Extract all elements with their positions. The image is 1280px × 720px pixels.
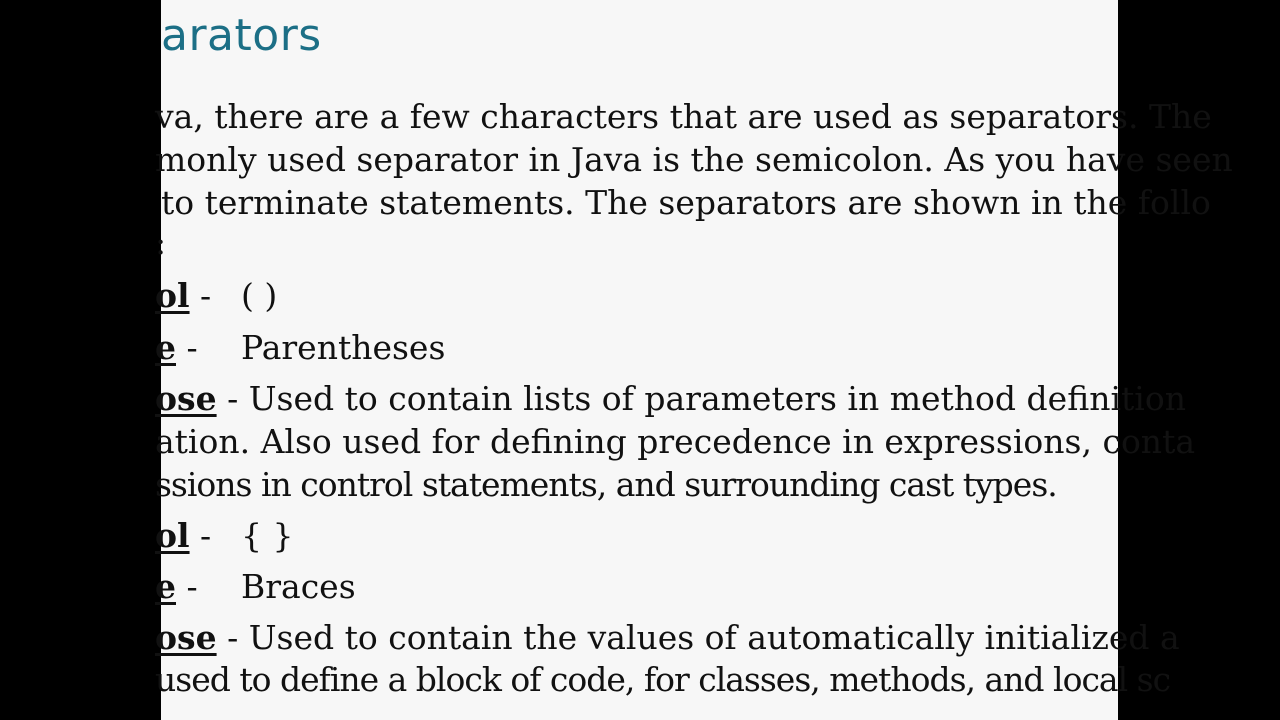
dash: - [189, 516, 212, 555]
purpose-text: - Used to contain lists of parameters in method definition [216, 379, 1186, 418]
purpose-label: ose [155, 618, 217, 657]
name-row-1 [155, 327, 555, 369]
purpose-line-2-2: used to define a block of code, for classes, methods, and local sc [155, 660, 1171, 699]
intro-line-4: : [155, 223, 167, 262]
name-row-2 [155, 566, 555, 608]
symbol-value: { } [241, 516, 294, 555]
purpose-row-1 [155, 378, 1186, 420]
dash: - [176, 328, 198, 367]
dash: - [176, 567, 198, 606]
purpose-row-2 [155, 617, 1180, 659]
purpose-text: - Used to contain the values of automatically initialized a [216, 618, 1180, 657]
name-value: Braces [241, 567, 356, 606]
name-label: e [155, 567, 176, 606]
intro-line-2: monly used separator in Java is the semicolon. As you have seen [155, 140, 1233, 179]
symbol-label: ol [155, 276, 190, 315]
intro-line-3: to terminate statements. The separators are shown in the follo [161, 183, 1211, 222]
symbol-label: ol [155, 516, 190, 555]
purpose-label: ose [155, 379, 217, 418]
symbol-value: ( ) [241, 276, 278, 315]
intro-line-1: va, there are a few characters that are used as separators. The [155, 97, 1212, 136]
purpose-line-1-3: ssions in control statements, and surrounding cast types. [155, 465, 1057, 504]
purpose-line-1-2: ation. Also used for defining precedence in expressions, conta [155, 422, 1195, 461]
name-value: Parentheses [241, 328, 446, 367]
symbol-row-1 [155, 275, 455, 317]
slide [155, 0, 1233, 720]
symbol-row-2 [155, 515, 455, 557]
slide-title: arators [161, 10, 322, 61]
dash: - [189, 276, 212, 315]
name-label: e [155, 328, 176, 367]
